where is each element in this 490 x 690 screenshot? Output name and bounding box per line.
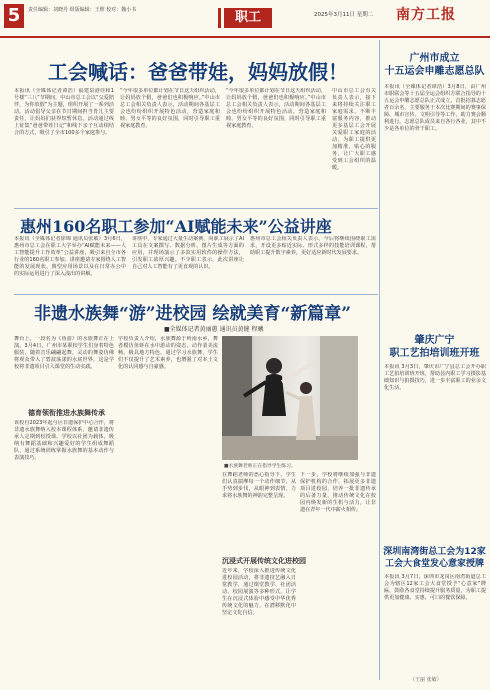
dance-photo-illustration [222, 336, 358, 460]
article3-col4: 下一步，学校将继续加强与非遗保护机构的合作，拓展更多非遗项目进校园，培养一批非遗传承的后备力量，推动传统文化在校园内焕发新的生机与活力，让非遗在青年一代中薪火相传。 [300, 472, 376, 513]
newspaper-logo: 南方工报 [396, 7, 456, 23]
article1-headline: 工会喊话：爸爸带娃，妈妈放假！ [48, 60, 348, 84]
issue-date: 2025年3月11日 星期二 [314, 12, 374, 18]
article1-col4: 中山市总工会有关负责人表示，接下来将持续关注职工家庭需求，不断丰富服务内容，推动更多基层工会开展关爱职工家庭的活动，为职工提供更加精准、贴心的服务，让广大职工感受到工会组织的温暖。 [332, 88, 376, 171]
article3-subhead-2: 沉浸式开展传统文化进校园 [222, 557, 306, 565]
article2-col3: 惠州市总工会相关负责人表示，今后将继续围绕职工需求，开设更多贴近实际、形式多样的技能培训课程，帮助职工提升数字素养，更好适应新时代发展要求。 [250, 236, 376, 256]
article3-col1: 该校自2023年起与区非遗保护中心合作，将非遗水族舞纳入校本课程体系，邀请非遗传承人定期到校授课。学校以社团为载体，吸纳有舞蹈基础和兴趣爱好的学生组成舞蹈队，通过系统训练掌握水族舞的基本动作与表演技巧。 [14, 420, 114, 461]
article2-col2: 讲座中，专家通过大量生动案例，向职工展示了AI工具在文案撰写、数据分析、图片生成等方面的应用，并现场演示了多款实用软件的操作方法，引发职工浓厚兴趣。不少职工表示，此次讲座让自己对人工智能有了更直观的认识。 [132, 236, 244, 270]
sidebar-headline-3: 深圳南湾街总工会为12家工会大食堂发心意家授牌 [383, 547, 486, 569]
sidebar-headline-2: 肇庆广宁 职工艺拍培训班开班 [389, 335, 480, 359]
masthead [0, 0, 490, 38]
sidebar-body-2: 本报讯 3月3日，肇庆市广宁县总工会开办职工艺拍培训班开班，帮助县内职工学习摄影基础知识与拍摄技巧，进一步丰富职工的业余文化生活。 [384, 364, 486, 391]
article2-headline: 惠州160名职工参加“AI赋能未来”公益讲座 [20, 217, 332, 236]
divider [14, 208, 378, 209]
dance-class-photo [222, 336, 358, 460]
article3-headline: 非遗水族舞“游”进校园 绘就美育“新篇章” [34, 304, 352, 324]
sidebar-body-1: 本报讯（全媒体记者谭浩）3月8日，由广州市职联会等十五届全运会组织方联合指导的十五运会申雕志愿总队正式成立，首批招募志愿者百余名，主要服务于本次比赛期间的赛事保障、城市宣传、文明引导等工作，助力赛会顺利进行。志愿总队成员来自各行各业，其中不少是各单位的骨干职工。 [384, 84, 486, 132]
article3-byline: ■全媒体记者黄丽蕙 通讯员黄健 程曦 [164, 326, 264, 333]
photo-caption: ■水族舞老师正在指导学生练习。 [224, 464, 296, 469]
sidebar-body-3: 本报讯 3月7日，深圳市龙岗区南湾街道总工会为辖区12家工会大食堂授予“心意家”牌匾，鼓励各食堂持续提升服务质量，为职工提供更加健康、实惠、可口的餐饮保障。 [384, 574, 486, 601]
article3-col3-top: 在舞蹈老师的悉心指导下，学生们认真揣摩每一个动作细节，从手势到步伐，从眼神到表情，力求将水族舞的神韵完整呈现。 [222, 472, 296, 499]
article3-lead: 舞台上，一段名为《鱼游》的水族舞正在上演。3月4日，广州市某职校学生们身着特色服装，随着音乐翩翩起舞，灵动的舞姿仿佛将观众带入了碧波荡漾的水底世界。这是学校将非遗项目引入课堂的生动实践。 [14, 336, 114, 370]
sidebar-credit: （王丽 张敏） [410, 677, 442, 683]
article3-col2: 学校负责人介绍，水族舞源于岭南水乡，舞者模仿鱼虾在水中游动的姿态，动作柔美流畅，极具地方特色。通过学习水族舞，学生们不仅提升了艺术素养，也增强了对本土文化的认同感与自豪感。 [118, 336, 218, 370]
staff-credits: 责任编辑：刘晓丹 组版编辑：王维 校对：魏小书 [28, 7, 137, 13]
article1-col3: “今年很多单位都计划在节日这天组织活动，让妈妈放个假，爸爸们也积极响应。”中山市总工会相关负责人表示，活动期间各基层工会也纷纷组织开展特色活动，营造家庭和睦、男女平等的良好氛围，同时引导职工重视家庭教育。 [226, 88, 326, 129]
section-title: 职工 [224, 8, 272, 28]
sidebar-divider [379, 40, 380, 680]
sidebar-headline-1: 广州市成立 十五运会申雕志愿总队 [384, 53, 485, 77]
article2-col1: 本报讯（全媒体记者徐锦 通讯员张敏）3月6日，惠州市总工会在职工大学举办“AI赋能未来——人工智能提升工作效率”公益讲座，吸引来自全市各行业的160名职工参加。讲座邀请专家围绕人工智能的发展现状、典型应用场景以及在日常办公中的实际运用进行了深入浅出的讲解。 [14, 236, 126, 277]
divider [14, 294, 378, 295]
page-number: 5 [4, 4, 24, 28]
article3-subhead-1: 德育领衔推进水族舞传承 [28, 409, 105, 417]
article3-col3-bottom: 近年来，学校深入推进传统文化进校园活动，将非遗技艺融入日常教学，通过课堂教学、社团活动、校园展演等多种形式，让学生在沉浸式体验中感受中华优秀传统文化的魅力，在潜移默化中坚定文化自信。 [222, 568, 296, 616]
article1-col2: “今年很多单位都计划在节日这天组织活动，让妈妈放个假，爸爸们也积极响应。”中山市总工会相关负责人表示，活动期间各基层工会也纷纷组织开展特色活动，营造家庭和睦、男女平等的良好氛围，同时引导职工重视家庭教育。 [120, 88, 220, 129]
article1-col1: 本报讯（全媒体记者谭浩）福建泉港佳和1号楼“三八”节期间，中山市总工会以“父爱陪伴，为你放假”为主题，组织开展了一系列活动。活动倡导父亲在节日期间担当育儿主要责任，让妈妈们获得短暂休息。活动通过线上征集“爸爸带娃日记”和线下亲子互动相结合的方式，吸引了全市100多个家庭参与。 [14, 88, 114, 136]
